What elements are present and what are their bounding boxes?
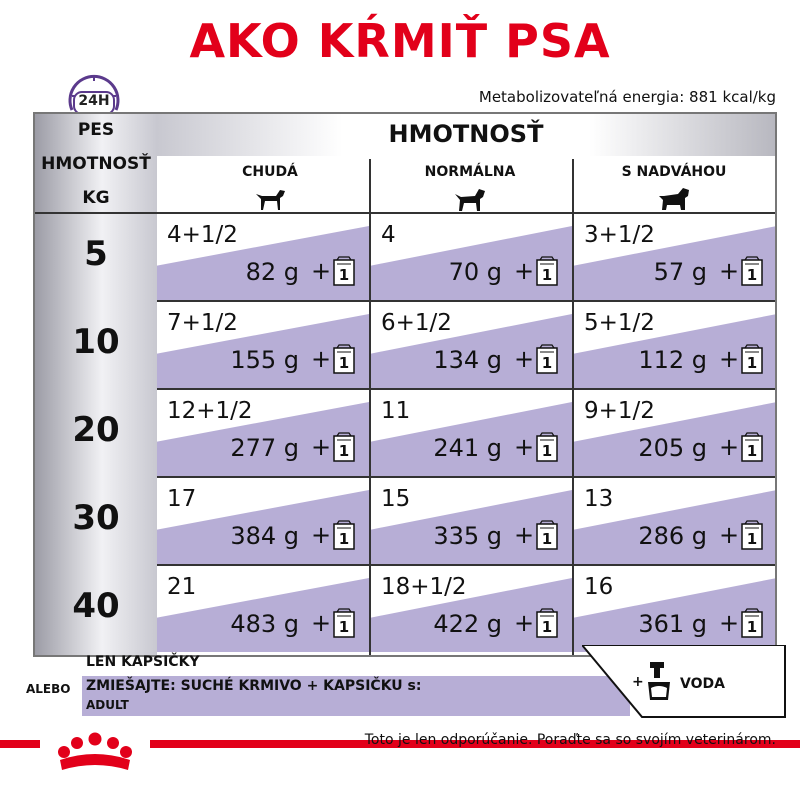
water-tap-icon	[644, 660, 674, 704]
only-pouches-label: LEN KAPSIČKY	[86, 654, 200, 670]
plus-sign: +	[719, 345, 740, 373]
pouch-icon	[741, 256, 763, 286]
page-title: AKO KŔMIŤ PSA	[189, 14, 611, 68]
water-label: VODA	[680, 676, 725, 692]
pouch-count: 1	[746, 354, 758, 372]
plus-sign: +	[719, 257, 740, 285]
pouch-icon	[741, 608, 763, 638]
pouch-icon	[333, 432, 355, 462]
kibble-amount: 21	[167, 574, 197, 600]
pouch-count: 1	[338, 618, 350, 636]
kibble-amount: 3+1/2	[584, 222, 655, 248]
kibble-amount: 12+1/2	[167, 398, 253, 424]
row-weight-label: 5	[84, 234, 108, 274]
plus-sign: +	[514, 257, 535, 285]
grams-amount: 422 g	[433, 610, 502, 638]
column-header-normal: NORMÁLNA	[424, 164, 516, 180]
column-header-thin: CHUDÁ	[242, 164, 298, 180]
feeding-cell	[574, 302, 777, 388]
energy-text: Metabolizovateľná energia: 881 kcal/kg	[478, 88, 776, 106]
plus-sign: +	[311, 521, 332, 549]
grams-amount: 384 g	[230, 522, 299, 550]
kibble-amount: 18+1/2	[381, 574, 467, 600]
kibble-amount: 7+1/2	[167, 310, 238, 336]
plus-sign: +	[514, 345, 535, 373]
pouch-count: 1	[541, 530, 553, 548]
pouch-count: 1	[541, 354, 553, 372]
plus-sign: +	[719, 521, 740, 549]
kibble-amount: 16	[584, 574, 614, 600]
grams-amount: 205 g	[638, 434, 707, 462]
plus-sign: +	[514, 433, 535, 461]
feeding-cell	[574, 390, 777, 476]
feeding-cell	[157, 566, 369, 652]
grams-amount: 155 g	[230, 346, 299, 374]
left-header-line3: KG	[82, 188, 110, 208]
pouch-count: 1	[746, 442, 758, 460]
grams-amount: 57 g	[653, 258, 707, 286]
pouch-icon	[536, 256, 558, 286]
kibble-amount: 6+1/2	[381, 310, 452, 336]
grams-amount: 483 g	[230, 610, 299, 638]
thin-dog-icon	[252, 184, 288, 214]
pouch-icon	[536, 520, 558, 550]
pouch-icon	[536, 432, 558, 462]
pouch-icon	[741, 432, 763, 462]
pouch-icon	[333, 520, 355, 550]
grams-amount: 82 g	[245, 258, 299, 286]
feeding-cell	[157, 390, 369, 476]
left-header-line2: HMOTNOSŤ	[41, 154, 151, 174]
feeding-cell	[371, 390, 572, 476]
grams-amount: 361 g	[638, 610, 707, 638]
pouch-count: 1	[338, 354, 350, 372]
feeding-cell	[371, 566, 572, 652]
kibble-amount: 11	[381, 398, 411, 424]
grams-amount: 134 g	[433, 346, 502, 374]
pouch-icon	[333, 256, 355, 286]
row-weight-label: 20	[72, 410, 120, 450]
row-weight-label: 10	[72, 322, 120, 362]
pouch-count: 1	[746, 530, 758, 548]
pouch-count: 1	[541, 266, 553, 284]
water-plus: +	[632, 674, 644, 690]
plus-sign: +	[514, 521, 535, 549]
pouch-count: 1	[541, 442, 553, 460]
pouch-count: 1	[338, 442, 350, 460]
kibble-amount: 9+1/2	[584, 398, 655, 424]
plus-sign: +	[719, 609, 740, 637]
plus-sign: +	[311, 345, 332, 373]
normal-dog-icon	[452, 184, 488, 214]
mix-text: ZMIEŠAJTE: SUCHÉ KRMIVO + KAPSIČKU s:	[86, 678, 422, 694]
plus-sign: +	[311, 433, 332, 461]
pouch-icon	[333, 344, 355, 374]
overweight-dog-icon	[656, 184, 692, 214]
pouch-icon	[536, 608, 558, 638]
pouch-icon	[741, 344, 763, 374]
clock-icon	[64, 70, 124, 116]
feeding-table	[33, 112, 777, 657]
pouch-icon	[536, 344, 558, 374]
grams-amount: 241 g	[433, 434, 502, 462]
pouch-count: 1	[338, 530, 350, 548]
plus-sign: +	[514, 609, 535, 637]
pouch-count: 1	[746, 266, 758, 284]
row-weight-label: 30	[72, 498, 120, 538]
plus-sign: +	[311, 609, 332, 637]
feeding-cell	[157, 478, 369, 564]
grams-amount: 286 g	[638, 522, 707, 550]
kibble-amount: 4+1/2	[167, 222, 238, 248]
adult-label: ADULT	[86, 698, 129, 712]
kibble-amount: 5+1/2	[584, 310, 655, 336]
pouch-icon	[333, 608, 355, 638]
feeding-cell	[574, 566, 777, 652]
pouch-count: 1	[541, 618, 553, 636]
feeding-cell	[371, 302, 572, 388]
or-label: ALEBO	[26, 682, 71, 696]
grams-amount: 112 g	[638, 346, 707, 374]
kibble-amount: 17	[167, 486, 197, 512]
feeding-cell	[574, 214, 777, 300]
kibble-amount: 15	[381, 486, 411, 512]
clock-label: 24H	[78, 93, 110, 109]
column-header-overweight: S NADVÁHOU	[621, 164, 727, 180]
kibble-amount: 4	[381, 222, 396, 248]
plus-sign: +	[719, 433, 740, 461]
pouch-count: 1	[746, 618, 758, 636]
feeding-cell	[371, 478, 572, 564]
feeding-cell	[157, 302, 369, 388]
main-header: HMOTNOSŤ	[388, 120, 544, 148]
row-weight-label: 40	[72, 586, 120, 626]
feeding-cell	[157, 214, 369, 300]
grams-amount: 70 g	[448, 258, 502, 286]
feeding-cell	[574, 478, 777, 564]
pouch-count: 1	[338, 266, 350, 284]
left-header-line1: PES	[77, 120, 115, 140]
plus-sign: +	[311, 257, 332, 285]
grams-amount: 277 g	[230, 434, 299, 462]
disclaimer: Toto je len odporúčanie. Poraďte sa so svojím veterinárom.	[364, 732, 776, 748]
kibble-amount: 13	[584, 486, 614, 512]
grams-amount: 335 g	[433, 522, 502, 550]
pouch-icon	[741, 520, 763, 550]
feeding-cell	[371, 214, 572, 300]
royal-canin-crown-logo	[50, 722, 140, 782]
